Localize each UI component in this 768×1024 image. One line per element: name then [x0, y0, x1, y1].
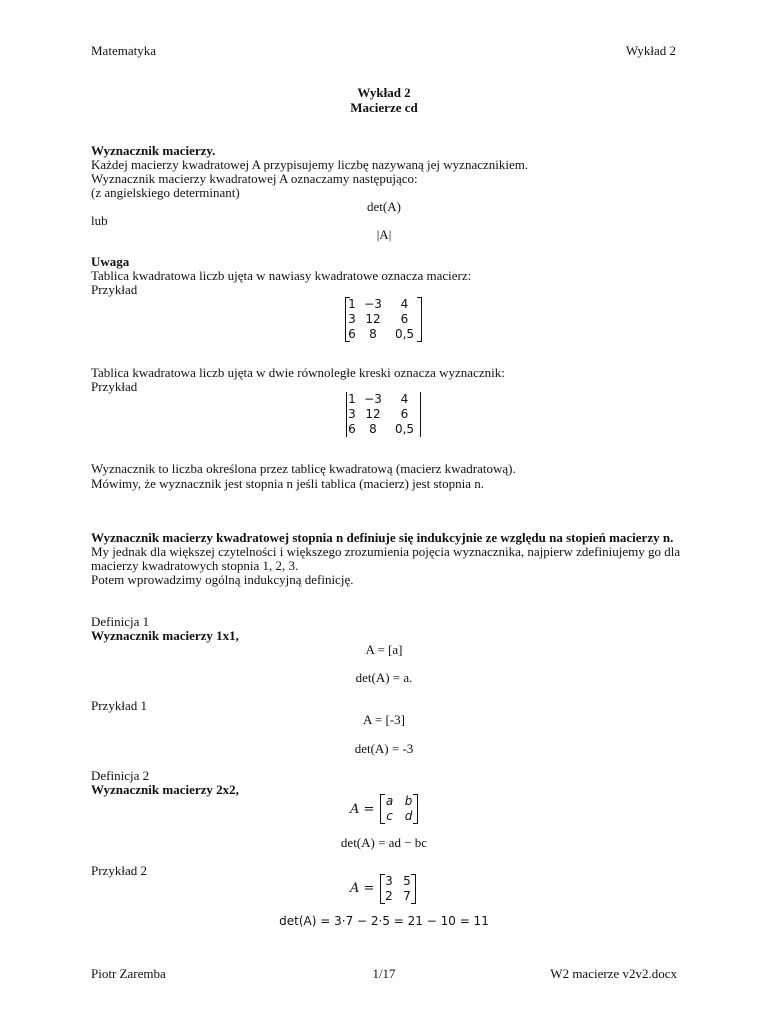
matrix-cell: 6 [348, 327, 356, 341]
def2-label: Definicja 2 [91, 768, 150, 783]
matrix-cell: −3 [364, 392, 382, 406]
footer-author: Piotr Zaremba [91, 966, 166, 981]
section1-absA: |A| [376, 227, 392, 242]
left-bracket [380, 794, 385, 824]
matrix-cell: 5 [403, 874, 411, 888]
ex2-label: Przykład 2 [91, 863, 147, 878]
matrix-cell: 6 [400, 407, 409, 421]
right-bracket [413, 794, 418, 824]
def2-eq: det(A) = ad − bc [340, 835, 428, 850]
section2-heading: Wyznacznik macierzy kwadratowej stopnia n definiuje się indukcyjnie ze względu na stopień macierzy n. [91, 530, 674, 545]
section1-lub: lub [91, 213, 108, 228]
def2-matrix [380, 794, 418, 824]
matrix-cell: 2 [385, 889, 393, 903]
section1-p3: (z angielskiego determinant) [91, 185, 240, 200]
header-left: Matematyka [91, 43, 156, 58]
determinant-bars [345, 392, 422, 437]
section1-heading: Wyznacznik macierzy. [91, 143, 216, 158]
matrix-cell: 1 [348, 297, 356, 311]
uwaga-p2: Tablica kwadratowa liczb ujęta w dwie równoległe kreski oznacza wyznacznik: [91, 365, 505, 380]
ex1-eq2: det(A) = -3 [354, 741, 414, 756]
matrix-cell: 12 [365, 407, 381, 421]
matrix-cell: d [404, 809, 413, 823]
def1-eq1: A = [a] [365, 642, 403, 657]
ex1-eq1: A = [-3] [363, 712, 405, 727]
matrix-cell: 3 [348, 407, 356, 421]
matrix-cell: 4 [400, 297, 409, 311]
ex1-label: Przykład 1 [91, 698, 147, 713]
ex2-matrix [380, 874, 416, 904]
matrix-cell: 1 [348, 392, 356, 406]
uwaga-heading: Uwaga [91, 254, 130, 269]
right-bar [420, 392, 421, 437]
page-title: Wykład 2 [357, 85, 411, 100]
matrix-cell: 12 [365, 312, 381, 326]
section2-p1a: My jednak dla większej czytelności i większego zrozumienia pojęcia wyznacznika, najpierw zdefiniujemy go dla [91, 544, 681, 559]
uwaga-p1: Tablica kwadratowa liczb ujęta w nawiasy kwadratowe oznacza macierz: [91, 268, 472, 283]
def2-lhs: A = [350, 802, 375, 817]
footer-filename: W2 macierze v2v2.docx [550, 966, 677, 981]
def1-eq2: det(A) = a. [355, 670, 413, 685]
section1-p2: Wyznacznik macierzy kwadratowej A oznaczamy następująco: [91, 171, 418, 186]
matrix-cell: 4 [400, 392, 409, 406]
matrix-cell: c [386, 809, 393, 823]
def1-heading: Wyznacznik macierzy 1x1, [91, 628, 239, 643]
uwaga-example2: Przykład [91, 379, 138, 394]
def2-heading: Wyznacznik macierzy 2x2, [91, 782, 239, 797]
matrix-cell: a [385, 794, 394, 808]
left-bracket [380, 874, 385, 904]
uwaga-example1: Przykład [91, 282, 138, 297]
matrix-cell: 3 [385, 874, 393, 888]
ex2-eq: det(A) = 3·7 − 2·5 = 21 − 10 = 11 [279, 914, 489, 928]
matrix-cell: 8 [369, 422, 377, 436]
matrix-cell: −3 [364, 297, 382, 311]
matrix-cell: 0,5 [394, 327, 415, 341]
matrix-cell: 7 [403, 889, 411, 903]
uwaga-p4: Mówimy, że wyznacznik jest stopnia n jeśli tablica (macierz) jest stopnia n. [91, 476, 485, 491]
uwaga-p3: Wyznacznik to liczba określona przez tablicę kwadratową (macierz kwadratową). [91, 461, 516, 476]
matrix-cell: 3 [348, 312, 356, 326]
header-right: Wykład 2 [625, 43, 676, 58]
matrix-cell: 6 [400, 312, 409, 326]
def1-label: Definicja 1 [91, 614, 150, 629]
matrix-cell: b [404, 794, 413, 808]
section2-p2: Potem wprowadzimy ogólną indukcyjną definicję. [91, 572, 354, 587]
right-bracket [417, 297, 422, 342]
section1-detA: det(A) [367, 199, 401, 214]
footer-page-number: 1/17 [372, 966, 396, 981]
page-subtitle: Macierze cd [350, 100, 418, 115]
right-bracket [411, 874, 416, 904]
left-bracket [345, 297, 350, 342]
left-bar [346, 392, 347, 437]
matrix-cell: 8 [369, 327, 377, 341]
matrix-cell: 6 [348, 422, 356, 436]
section2-p1b: macierzy kwadratowych stopnia 1, 2, 3. [91, 558, 299, 573]
ex2-lhs: A = [350, 881, 375, 896]
matrix-cell: 0,5 [394, 422, 415, 436]
section1-p1: Każdej macierzy kwadratowej A przypisujemy liczbę nazywaną jej wyznacznikiem. [91, 157, 529, 172]
matrix-brackets [345, 297, 422, 342]
